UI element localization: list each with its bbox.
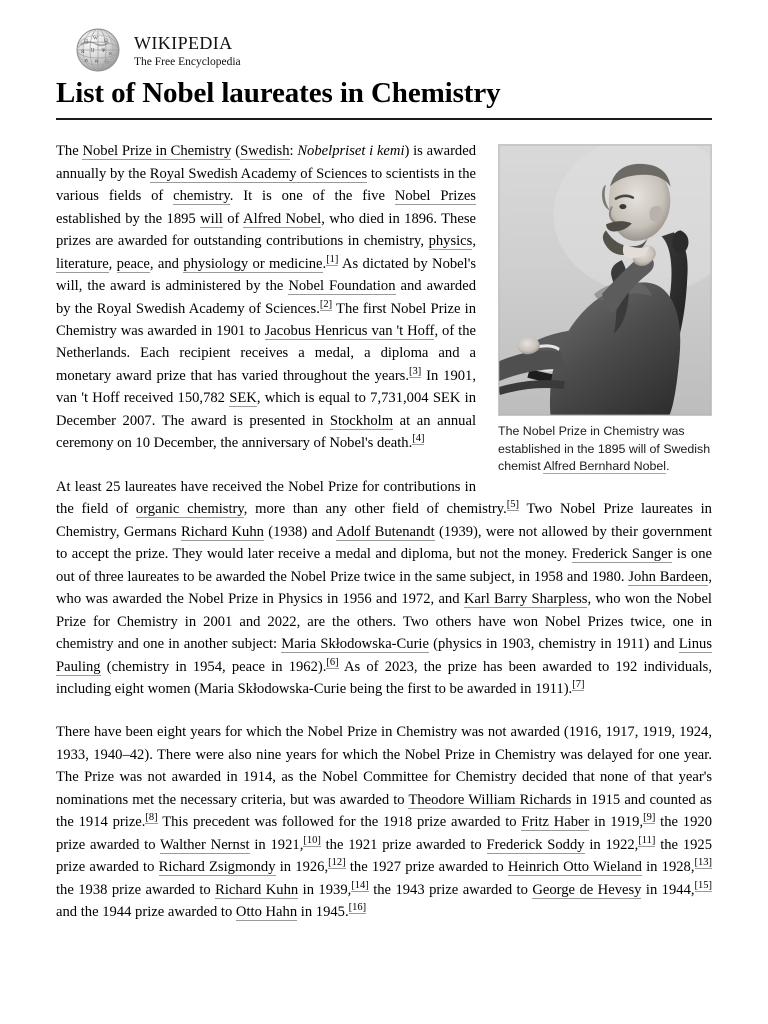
text-run: in 1922,: [584, 836, 639, 853]
paragraph-laureate-facts: [56, 476, 712, 701]
reference-marker[interactable]: [145, 812, 157, 824]
paragraph-not-awarded-years: [56, 721, 712, 923]
text-run: of: [222, 210, 244, 227]
text-run: in 1926,: [275, 859, 329, 876]
reference-marker[interactable]: [349, 902, 367, 914]
svg-text:म: म: [95, 60, 98, 65]
text-run: (physics in 1903, chemistry in 1911) and: [428, 636, 679, 653]
link-peace[interactable]: peace: [116, 255, 150, 272]
reference-link-10[interactable]: [10]: [303, 834, 321, 846]
reference-marker[interactable]: [303, 835, 321, 847]
reference-marker[interactable]: [572, 679, 584, 691]
link-john-bardeen[interactable]: John Bardeen: [628, 568, 709, 585]
text-run: the 1943 prize awarded to: [368, 881, 533, 898]
text-run: in 1944,: [641, 881, 695, 898]
text-run: , who won the Nobel Prize for Chemistry in 2001 and 2022, are the others. Two others have won Nobel Prizes twice, one in chemistry and one in another subject:: [56, 591, 712, 653]
text-run: . It is one of the five: [229, 188, 395, 205]
svg-text:ክ: ክ: [85, 59, 88, 64]
svg-text:鳥: 鳥: [83, 40, 89, 45]
reference-link-3[interactable]: [3]: [409, 366, 422, 378]
text-run: This precedent was followed for the 1918 prize awarded to: [157, 814, 522, 831]
text-run: and awarded by the Royal Swedish Academy of Sciences.: [56, 278, 476, 317]
text-run: , who was awarded the Nobel Prize in Physics in 1956 and 1972, and: [56, 568, 712, 608]
text-run: the 1925 prize awarded to: [56, 836, 713, 876]
link-physiology-or-medicine[interactable]: physiology or medicine: [183, 255, 323, 272]
text-run: the 1921 prize awarded to: [320, 836, 487, 853]
alfred-nobel-portrait-image: [498, 144, 712, 416]
reference-link-2[interactable]: [2]: [319, 298, 333, 310]
text-run: In 1901, van 't Hoff received 150,782: [56, 367, 476, 407]
text-run: As of 2023, the prize has been awarded to 192 individuals, including eight women (Maria Skłodowska-Curie being the first to be awarded in 1911).: [56, 658, 712, 697]
link-richard-kuhn-2[interactable]: Richard Kuhn: [215, 881, 299, 898]
reference-link-11[interactable]: [11]: [638, 834, 656, 846]
text-run: in 1928,: [641, 859, 695, 876]
link-nobel-foundation[interactable]: Nobel Foundation: [288, 278, 396, 295]
text-run: in 1939,: [298, 881, 352, 898]
link-richard-kuhn[interactable]: Richard Kuhn: [180, 523, 264, 540]
text-run: in 1919,: [589, 814, 644, 831]
reference-link-5[interactable]: [5]: [506, 499, 520, 511]
reference-marker[interactable]: [507, 499, 519, 511]
svg-text:Ω: Ω: [104, 39, 108, 44]
reference-marker[interactable]: [328, 857, 346, 869]
wikipedia-wordmark: [134, 29, 241, 71]
text-run: , and: [149, 255, 184, 272]
reference-link-7[interactable]: [7]: [572, 679, 585, 691]
wikipedia-wordmark-text: wikipedia: [134, 27, 233, 55]
text-run: in 1915 and counted as the 1914 prize.: [56, 791, 712, 831]
article-figure: [498, 144, 712, 476]
text-run: and the 1944 prize awarded to: [56, 904, 236, 921]
reference-marker[interactable]: [326, 254, 338, 266]
figure-caption-text-2: .: [666, 459, 670, 474]
reference-link-16[interactable]: [16]: [348, 902, 367, 914]
link-literature[interactable]: literature: [56, 255, 109, 272]
reference-marker[interactable]: [643, 812, 655, 824]
text-run: in 1921,: [249, 836, 304, 853]
link-richard-zsigmondy[interactable]: Richard Zsigmondy: [158, 859, 276, 876]
link-linus-pauling[interactable]: Linus Pauling: [56, 636, 712, 675]
reference-marker[interactable]: [695, 857, 713, 869]
figure-caption-text-1: The Nobel Prize in Chemistry was established in the 1895 will of Swedish chemist: [498, 424, 711, 474]
text-run: (: [231, 143, 241, 160]
wikipedia-globe-icon: [74, 26, 122, 74]
link-sek[interactable]: SEK: [229, 390, 257, 407]
svg-text:Ψ: Ψ: [101, 49, 106, 54]
figure-caption-link-alfred-bernhard-nobel[interactable]: Alfred Bernhard Nobel: [543, 459, 667, 474]
text-run: (1939), were not allowed by their government to accept the prize. They would later receive a medal and diploma, but not the money.: [56, 523, 712, 563]
reference-link-14[interactable]: [14]: [351, 879, 369, 891]
link-stockholm[interactable]: Stockholm: [329, 412, 394, 429]
text-run: :: [289, 143, 298, 160]
reference-marker[interactable]: [412, 433, 424, 445]
text-run: (1938) and: [263, 523, 337, 540]
reference-link-9[interactable]: [9]: [643, 812, 656, 824]
reference-marker[interactable]: [326, 657, 338, 669]
link-physics[interactable]: physics: [428, 233, 473, 250]
reference-link-13[interactable]: [13]: [694, 857, 713, 869]
link-nobel-prizes[interactable]: Nobel Prizes: [394, 188, 476, 205]
link-karl-barry-sharpless[interactable]: Karl Barry Sharpless: [463, 591, 588, 608]
page-title: List of Nobel laureates in Chemistry: [56, 77, 501, 109]
figure-caption: [498, 423, 712, 476]
wikipedia-masthead: [56, 0, 712, 69]
link-walther-nernst[interactable]: Walther Nernst: [160, 836, 250, 853]
text-run: , who died in 1896. These prizes are awarded for outstanding contributions in chemistry,: [56, 210, 476, 250]
text-run: to scientists in the various fields of: [56, 165, 476, 205]
reference-marker[interactable]: [638, 835, 655, 847]
reference-link-8[interactable]: [8]: [145, 812, 158, 824]
text-run: , which is equal to 7,731,004 SEK in December 2007. The award is presented in: [56, 390, 477, 429]
text-run: ,: [108, 255, 117, 272]
reference-marker[interactable]: [320, 299, 332, 311]
link-chemistry[interactable]: chemistry: [173, 188, 230, 205]
link-jacobus-henricus-van-t-hoff[interactable]: Jacobus Henricus van 't Hoff: [264, 322, 435, 339]
link-fritz-haber[interactable]: Fritz Haber: [521, 814, 590, 831]
text-run: There have been eight years for which the Nobel Prize in Chemistry was not awarded (1916, 1917, 1919, 1924, 1933, 1940–42). There were also nine years for which the Nobel Prize in Chemistry was delayed for one year. The Prize was not awarded in 1914, as the Nobel Committee for Chemistry decided that none of that year's nominations met the necessary criteria, but was awarded to: [56, 724, 712, 808]
text-run: at an annual ceremony on 10 December, the anniversary of Nobel's death.: [56, 412, 476, 452]
text-run: ,: [472, 233, 476, 250]
link-george-de-hevesy[interactable]: George de Hevesy: [532, 881, 642, 898]
svg-text:ら: ら: [104, 60, 110, 65]
link-frederick-soddy[interactable]: Frederick Soddy: [486, 836, 585, 853]
text-run: , more than any other field of chemistry.: [243, 501, 507, 518]
reference-link-15[interactable]: [15]: [694, 879, 713, 891]
reference-marker[interactable]: [351, 880, 369, 892]
text-run: At least 25 laureates have received the Nobel Prize for contributions in the field of: [56, 478, 476, 518]
text-run: is one out of three laureates to be awarded the Nobel Prize twice in the same subject, in 1958 and 1980.: [56, 546, 712, 585]
link-organic-chemistry[interactable]: organic chemistry: [135, 501, 244, 518]
text-run: (chemistry in 1954, peace in 1962).: [100, 658, 327, 675]
svg-text:א: א: [109, 52, 113, 57]
svg-text:W: W: [93, 36, 98, 42]
reference-link-6[interactable]: [6]: [326, 656, 339, 668]
text-run: Two Nobel Prize laureates in Chemistry, Germans: [56, 501, 712, 540]
svg-text:Ц: Ц: [90, 48, 95, 54]
text-run: The: [56, 143, 83, 160]
link-adolf-butenandt[interactable]: Adolf Butenandt: [336, 523, 435, 540]
text-run: , of the Netherlands. Each recipient receives a medal, a diploma and a monetary award prize that has varied throughout the years.: [56, 322, 477, 384]
link-alfred-nobel[interactable]: Alfred Nobel: [243, 210, 322, 227]
reference-marker[interactable]: [409, 366, 421, 378]
link-swedish[interactable]: Swedish: [240, 143, 290, 160]
link-will[interactable]: will: [200, 210, 223, 227]
text-italic-nobelpriset-i-kemi: Nobelpriset i kemi: [297, 143, 405, 160]
link-royal-swedish-academy-of-sciences[interactable]: Royal Swedish Academy of Sciences: [149, 165, 368, 182]
reference-link-4[interactable]: [4]: [412, 433, 425, 445]
link-frederick-sanger[interactable]: Frederick Sanger: [571, 546, 673, 563]
reference-link-1[interactable]: [1]: [326, 253, 339, 265]
text-run: the 1938 prize awarded to: [56, 881, 216, 898]
link-maria-sklodowska-curie[interactable]: Maria Skłodowska-Curie: [281, 636, 429, 653]
article-body: [56, 140, 712, 923]
reference-marker[interactable]: [695, 880, 713, 892]
text-run: established by the 1895: [56, 210, 201, 227]
text-run: the 1927 prize awarded to: [345, 859, 508, 876]
link-theodore-william-richards[interactable]: Theodore William Richards: [408, 791, 572, 808]
text-run: the 1920 prize awarded to: [56, 814, 712, 853]
text-run: The first Nobel Prize in Chemistry was awarded in 1901 to: [56, 300, 476, 339]
svg-text:Я: Я: [81, 50, 85, 55]
text-run: ) is awarded annually by the: [56, 143, 477, 182]
wikipedia-tagline: The Free Encyclopedia: [134, 56, 241, 69]
link-otto-hahn[interactable]: Otto Hahn: [235, 904, 298, 921]
text-run: in 1945.: [297, 904, 349, 921]
link-heinrich-otto-wieland[interactable]: Heinrich Otto Wieland: [507, 859, 642, 876]
reference-link-12[interactable]: [12]: [328, 857, 346, 869]
link-nobel-prize-in-chemistry[interactable]: Nobel Prize in Chemistry: [82, 143, 232, 160]
text-run: As dictated by Nobel's will, the award is administered by the: [56, 255, 476, 295]
text-run: .: [322, 255, 327, 272]
title-divider: [56, 118, 712, 120]
